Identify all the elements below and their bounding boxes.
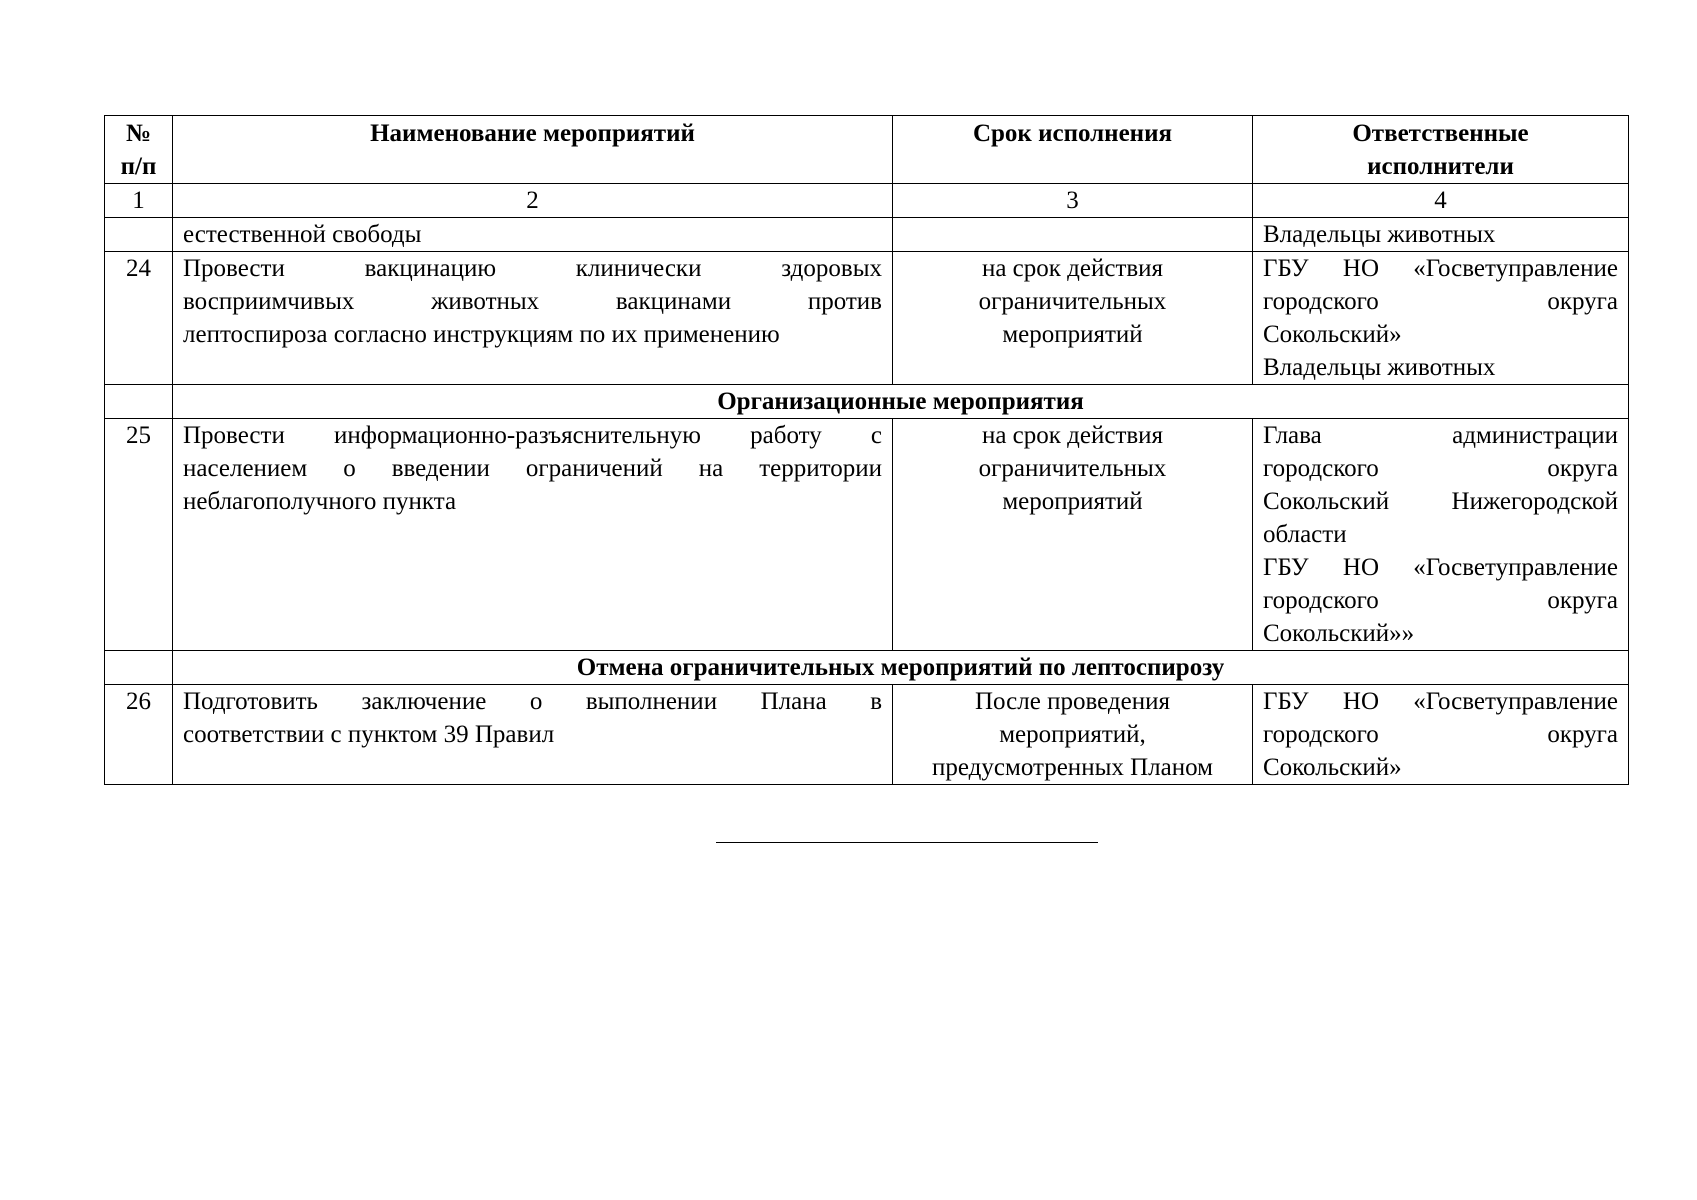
section-empty-cell	[105, 651, 173, 685]
row-responsible: Владельцы животных	[1253, 218, 1629, 252]
table-row	[105, 252, 1629, 385]
row-number: 26	[105, 685, 173, 785]
row-responsible: ГБУ НО «Госветуправление городского округа Сокольский»	[1253, 685, 1629, 785]
plan-table	[104, 115, 1629, 785]
header-action: Наименование мероприятий	[173, 116, 893, 184]
section-row	[105, 385, 1629, 419]
row-term: на срок действия ограничительных мероприятий	[893, 252, 1253, 385]
row-term: После проведения мероприятий, предусмотренных Планом	[893, 685, 1253, 785]
header-responsible: Ответственные исполнители	[1253, 116, 1629, 184]
header-term: Срок исполнения	[893, 116, 1253, 184]
row-term: на срок действия ограничительных мероприятий	[893, 419, 1253, 651]
table-row	[105, 419, 1629, 651]
section-row	[105, 651, 1629, 685]
row-action: Провести вакцинацию клинически здоровых восприимчивых животных вакцинами против лептоспироза согласно инструкциям по их применению	[173, 252, 893, 385]
row-action: Провести информационно-разъяснительную работу с населением о введении ограничений на территории неблагополучного пункта	[173, 419, 893, 651]
numbering-row	[105, 184, 1629, 218]
section-title-cancellation: Отмена ограничительных мероприятий по лептоспирозу	[173, 651, 1629, 685]
closing-rule	[716, 842, 1098, 843]
row-term	[893, 218, 1253, 252]
table-header-row	[105, 116, 1629, 184]
table-row	[105, 685, 1629, 785]
row-number	[105, 218, 173, 252]
row-responsible: Глава администрации городского округа Сокольский Нижегородской области ГБУ НО «Госветуправление городского округа Сокольский»»	[1253, 419, 1629, 651]
section-title-organizational: Организационные мероприятия	[173, 385, 1629, 419]
numbering-cell: 4	[1253, 184, 1629, 218]
table-row	[105, 218, 1629, 252]
row-number: 24	[105, 252, 173, 385]
row-responsible: ГБУ НО «Госветуправление городского округа Сокольский» Владельцы животных	[1253, 252, 1629, 385]
row-number: 25	[105, 419, 173, 651]
numbering-cell: 2	[173, 184, 893, 218]
row-action: естественной свободы	[173, 218, 893, 252]
numbering-cell: 3	[893, 184, 1253, 218]
header-num: № п/п	[105, 116, 173, 184]
numbering-cell: 1	[105, 184, 173, 218]
row-action: Подготовить заключение о выполнении Плана в соответствии с пунктом 39 Правил	[173, 685, 893, 785]
section-empty-cell	[105, 385, 173, 419]
